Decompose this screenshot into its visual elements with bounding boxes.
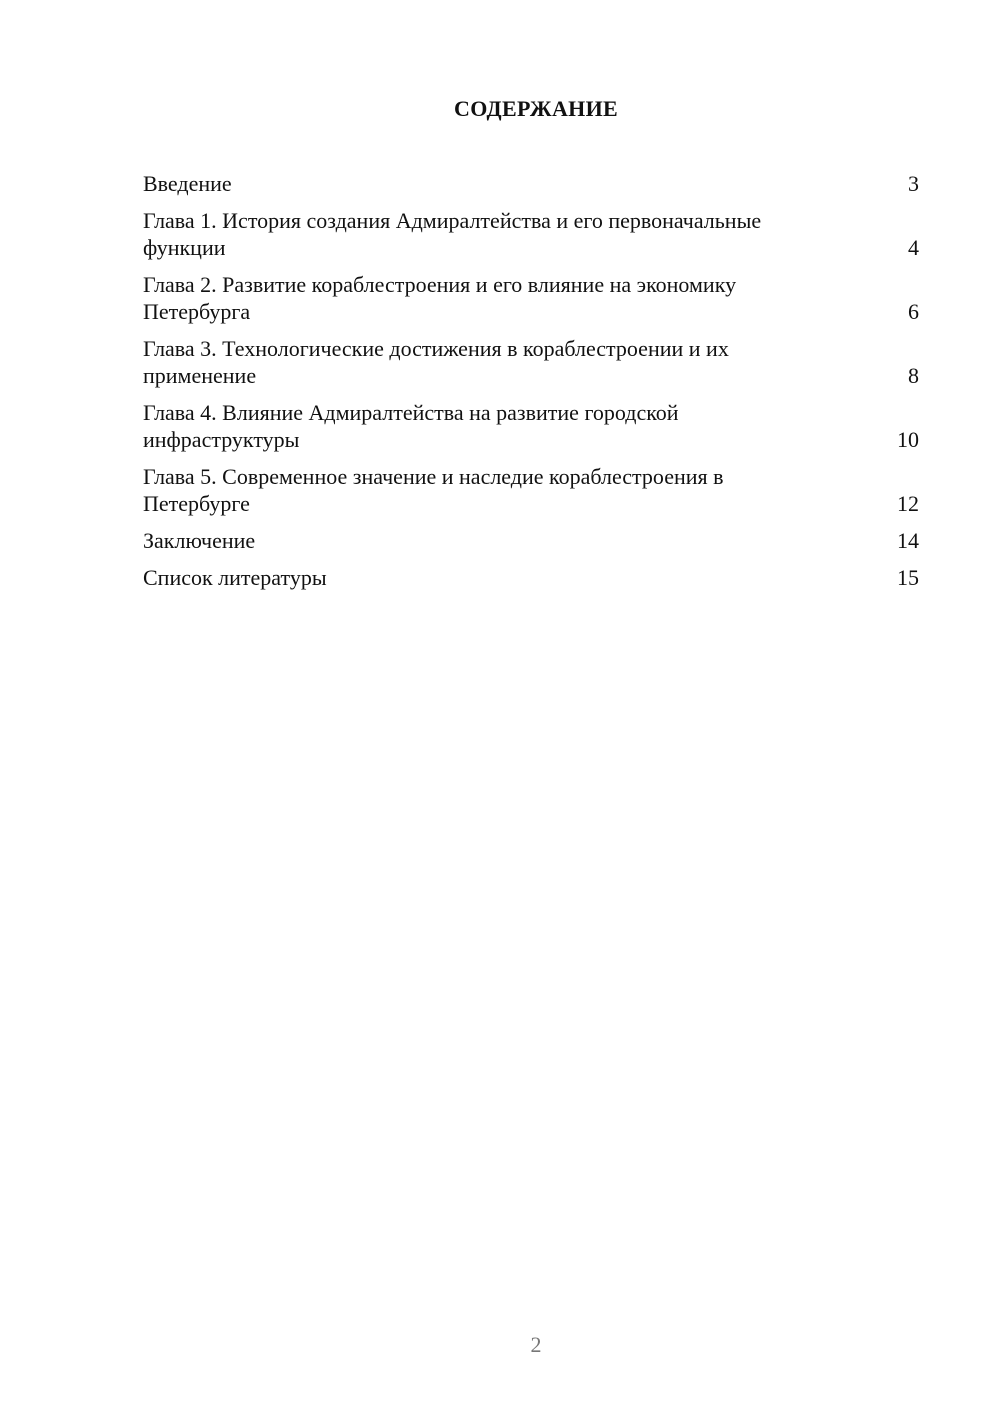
toc-entry-label: Глава 5. Современное значение и наследие кораблестроения в Петербурге [143,464,724,516]
toc-entry-label: Глава 3. Технологические достижения в кораблестроении и их применение [143,336,729,388]
toc-entry-page: 3 [908,171,919,196]
toc-entry-label: Список литературы [143,565,327,590]
toc-entry-chapter-5 [143,463,919,517]
toc-entry-page: 6 [908,299,919,324]
toc-entry-page: 8 [908,363,919,388]
toc-entry-chapter-2 [143,271,919,325]
toc-entry-label: Глава 4. Влияние Адмиралтейства на развитие городской инфраструктуры [143,400,679,452]
toc-entry-page: 10 [897,427,919,452]
toc-entry-label: Введение [143,171,232,196]
table-of-contents [143,170,919,601]
toc-entry-label: Глава 1. История создания Адмиралтейства и его первоначальные функции [143,208,762,260]
toc-entry-chapter-3 [143,335,919,389]
toc-entry-page: 12 [897,491,919,516]
page-number: 2 [530,1332,542,1357]
toc-entry-references [143,564,919,591]
page-title: СОДЕРЖАНИЕ [454,96,618,121]
toc-entry-introduction [143,170,919,197]
toc-entry-page: 14 [897,528,919,553]
toc-entry-label: Глава 2. Развитие кораблестроения и его влияние на экономику Петербурга [143,272,737,324]
toc-entry-chapter-1 [143,207,919,261]
toc-entry-page: 4 [908,235,919,260]
toc-entry-conclusion [143,527,919,554]
toc-entry-label: Заключение [143,528,256,553]
toc-entry-chapter-4 [143,399,919,453]
toc-entry-page: 15 [897,565,919,590]
